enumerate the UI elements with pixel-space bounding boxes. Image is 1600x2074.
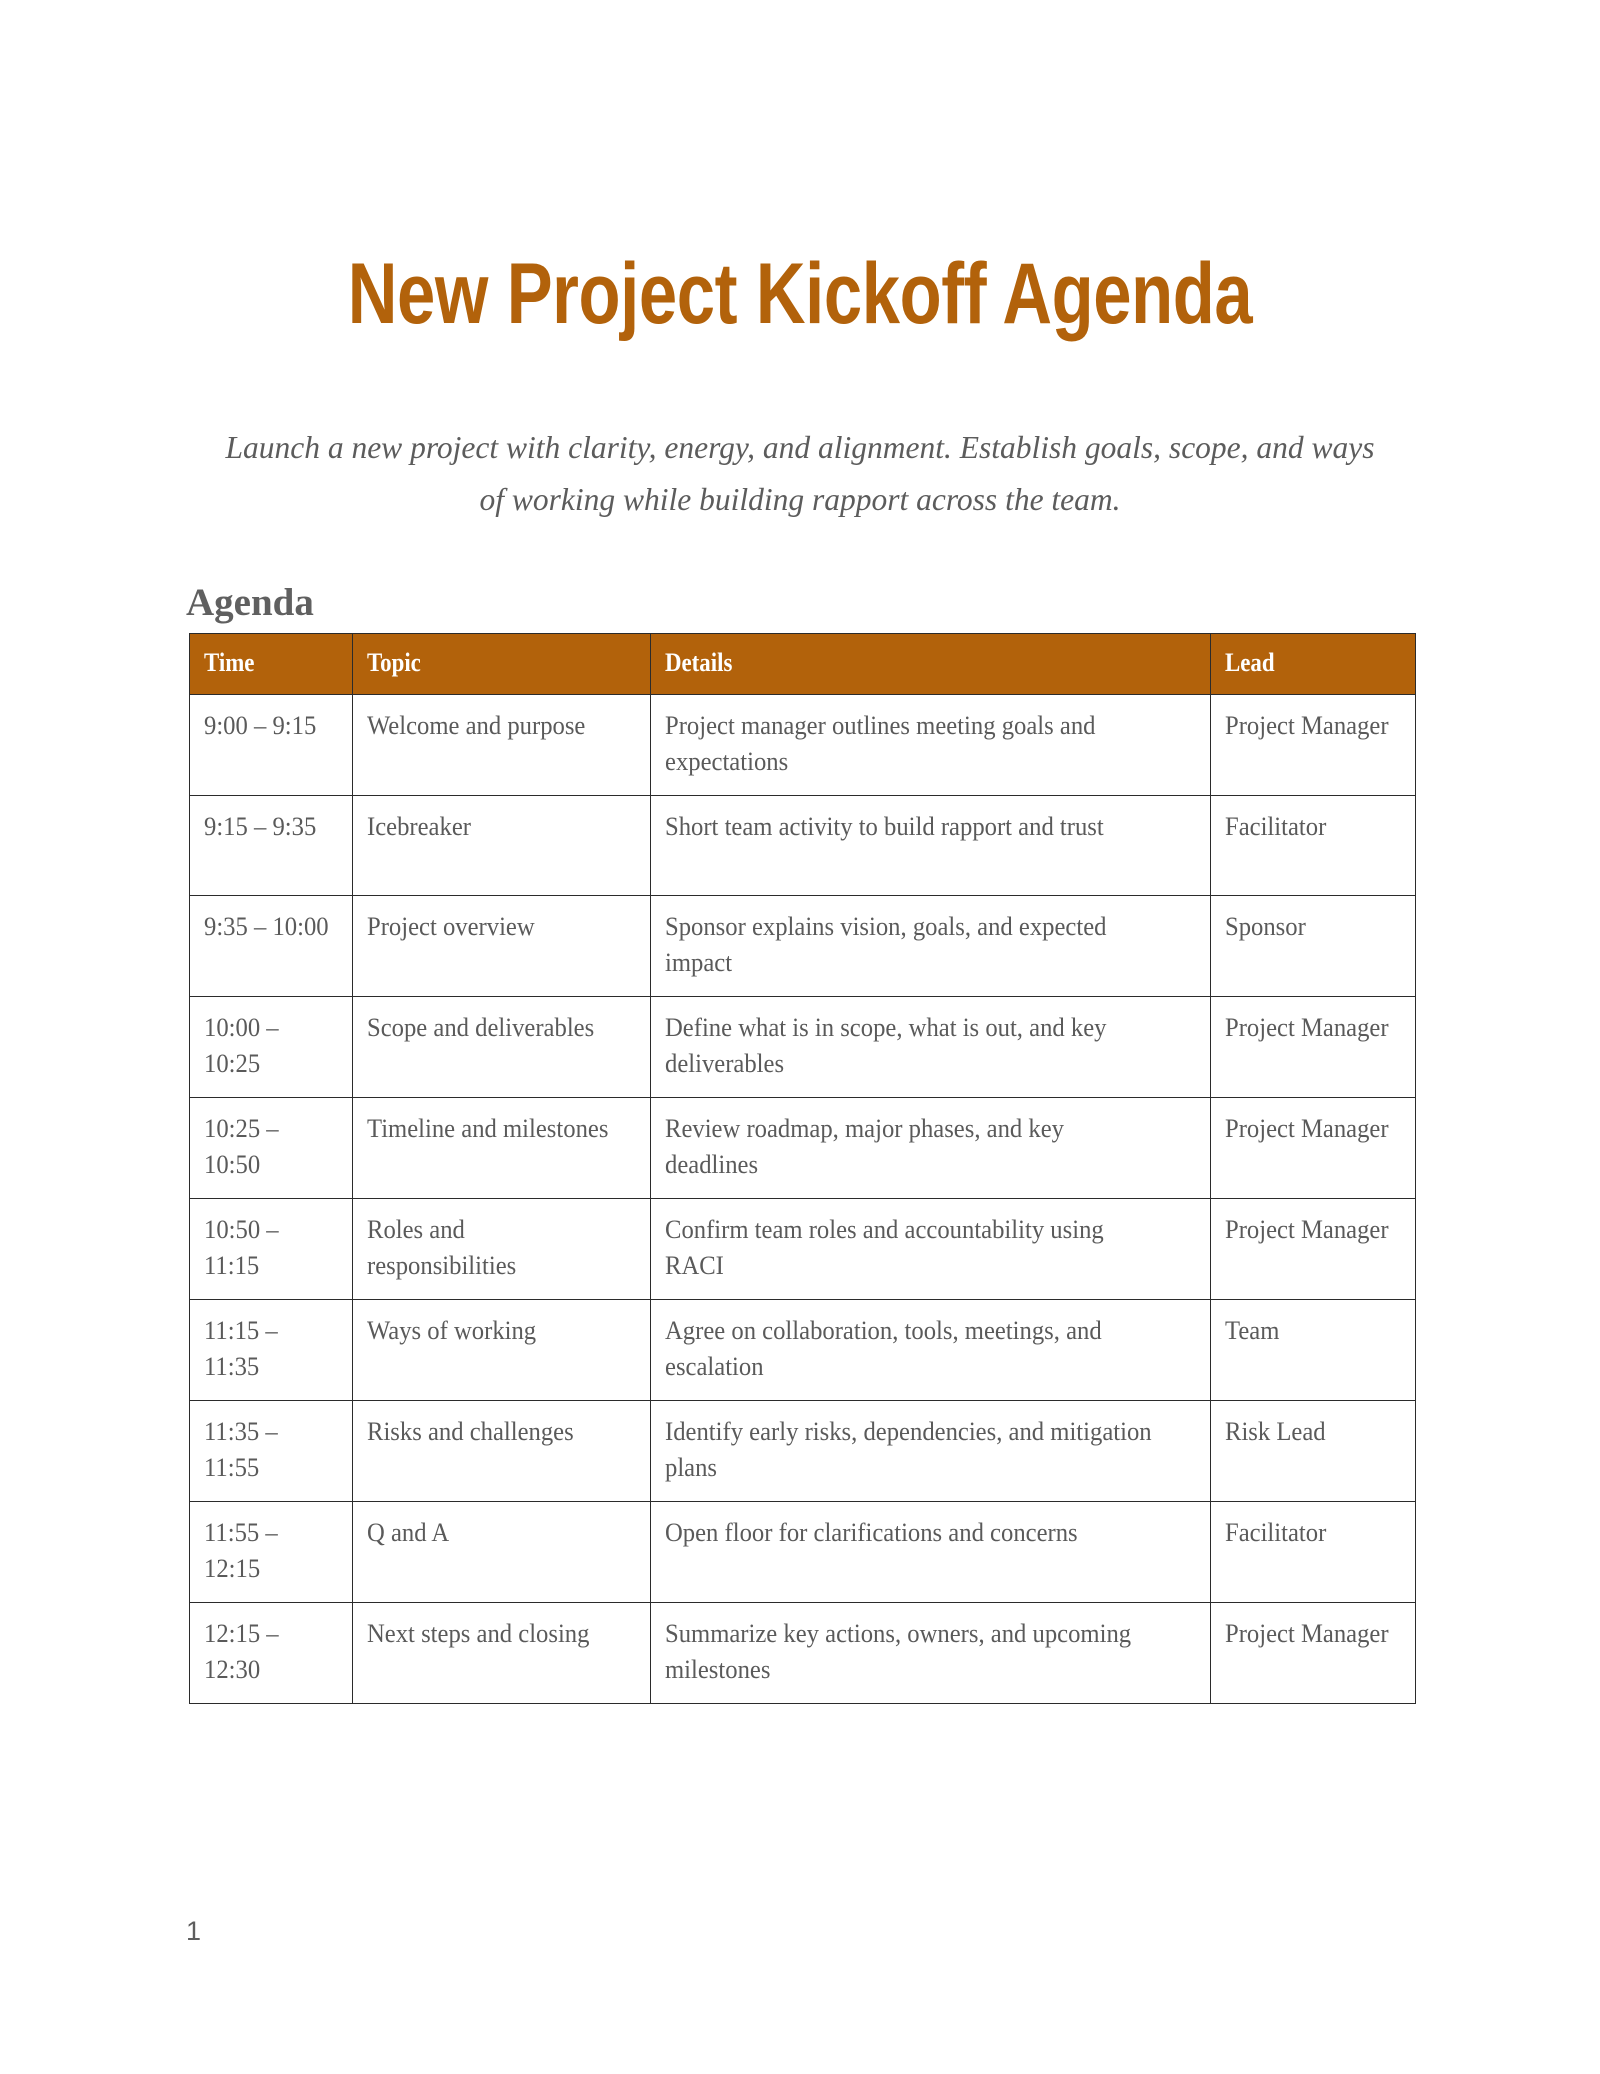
- table-cell-details: [651, 997, 1211, 1098]
- table-cell-time-text: 9:00 – 9:15: [204, 710, 317, 740]
- table-cell-lead: [1211, 1300, 1416, 1401]
- table-cell-details: [651, 1199, 1211, 1300]
- table-cell-topic-text: Scope and deliverables: [367, 1012, 595, 1042]
- table-cell-topic-text: Project overview: [367, 911, 535, 941]
- table-cell-lead: [1211, 997, 1416, 1098]
- document-subtitle: Launch a new project with clarity, energy, and alignment. Establish goals, scope, and ways of working while building rapport across the team.: [225, 429, 1375, 517]
- table-cell-time: [190, 1502, 353, 1603]
- column-header-details-label: Details: [665, 648, 733, 677]
- agenda-table: [189, 633, 1416, 1704]
- table-cell-time: [190, 997, 353, 1098]
- table-cell-details-text: Define what is in scope, what is out, and key deliverables: [665, 1012, 1107, 1078]
- table-cell-details-text: Identify early risks, dependencies, and mitigation plans: [665, 1416, 1152, 1482]
- table-cell-time-text: 10:50 – 11:15: [204, 1214, 279, 1280]
- table-cell-time: [190, 1300, 353, 1401]
- table-cell-lead: [1211, 1098, 1416, 1199]
- agenda-table-container: [189, 633, 1415, 1704]
- column-header-topic-label: Topic: [367, 648, 421, 677]
- page-number: 1: [186, 1916, 202, 1946]
- table-cell-time-text: 11:35 – 11:55: [204, 1416, 278, 1482]
- table-cell-details-text: Review roadmap, major phases, and key deadlines: [665, 1113, 1064, 1179]
- table-cell-details: [651, 1401, 1211, 1502]
- table-cell-details-text: Agree on collaboration, tools, meetings, and escalation: [665, 1315, 1102, 1381]
- table-header-row: [190, 634, 1416, 695]
- table-cell-details-text: Project manager outlines meeting goals and expectations: [665, 710, 1096, 776]
- table-row: [190, 1603, 1416, 1704]
- page-title: New Project Kickoff Agenda: [347, 245, 1253, 342]
- column-header-time: [190, 634, 353, 695]
- table-cell-lead-text: Facilitator: [1225, 1517, 1327, 1547]
- table-cell-lead-text: Risk Lead: [1225, 1416, 1326, 1446]
- table-cell-lead-text: Project Manager: [1225, 1113, 1389, 1143]
- table-cell-lead: [1211, 796, 1416, 896]
- table-cell-topic: [353, 1199, 651, 1300]
- table-cell-lead: [1211, 1199, 1416, 1300]
- section-heading-agenda: Agenda: [186, 581, 314, 625]
- table-row: [190, 1199, 1416, 1300]
- table-cell-time-text: 9:15 – 9:35: [204, 811, 317, 841]
- table-cell-lead-text: Project Manager: [1225, 1012, 1389, 1042]
- table-cell-time: [190, 1098, 353, 1199]
- table-cell-time: [190, 1199, 353, 1300]
- table-cell-topic: [353, 1401, 651, 1502]
- table-cell-time: [190, 1401, 353, 1502]
- table-cell-topic-text: Welcome and purpose: [367, 710, 586, 740]
- table-cell-details-text: Open floor for clarifications and concerns: [665, 1517, 1078, 1547]
- table-cell-time: [190, 695, 353, 796]
- table-cell-details: [651, 796, 1211, 896]
- table-header: [190, 634, 1416, 695]
- table-cell-lead: [1211, 1401, 1416, 1502]
- table-cell-lead: [1211, 896, 1416, 997]
- table-cell-time-text: 9:35 – 10:00: [204, 911, 329, 941]
- table-cell-topic: [353, 1603, 651, 1704]
- table-cell-details: [651, 1098, 1211, 1199]
- table-cell-lead-text: Team: [1225, 1315, 1280, 1345]
- table-cell-lead-text: Facilitator: [1225, 811, 1327, 841]
- table-cell-lead-text: Project Manager: [1225, 1618, 1389, 1648]
- table-row: [190, 1401, 1416, 1502]
- table-cell-topic-text: Next steps and closing: [367, 1618, 590, 1648]
- table-cell-topic: [353, 1098, 651, 1199]
- table-cell-details: [651, 1603, 1211, 1704]
- table-cell-topic-text: Icebreaker: [367, 811, 471, 841]
- table-cell-lead: [1211, 1502, 1416, 1603]
- table-cell-topic: [353, 896, 651, 997]
- table-cell-details-text: Short team activity to build rapport and trust: [665, 811, 1104, 841]
- table-cell-time-text: 10:00 – 10:25: [204, 1012, 279, 1078]
- table-cell-topic: [353, 1502, 651, 1603]
- table-cell-lead-text: Sponsor: [1225, 911, 1306, 941]
- table-cell-time-text: 12:15 – 12:30: [204, 1618, 279, 1684]
- table-row: [190, 896, 1416, 997]
- table-cell-details: [651, 695, 1211, 796]
- table-cell-topic-text: Ways of working: [367, 1315, 537, 1345]
- table-cell-topic: [353, 997, 651, 1098]
- table-cell-topic: [353, 796, 651, 896]
- table-cell-lead: [1211, 695, 1416, 796]
- table-row: [190, 695, 1416, 796]
- table-cell-topic: [353, 1300, 651, 1401]
- table-cell-lead: [1211, 1603, 1416, 1704]
- table-cell-details-text: Sponsor explains vision, goals, and expected impact: [665, 911, 1107, 977]
- table-row: [190, 1300, 1416, 1401]
- table-cell-topic: [353, 695, 651, 796]
- column-header-details: [651, 634, 1211, 695]
- table-cell-details: [651, 896, 1211, 997]
- table-row: [190, 1098, 1416, 1199]
- table-row: [190, 1502, 1416, 1603]
- table-cell-time: [190, 896, 353, 997]
- table-row: [190, 796, 1416, 896]
- table-cell-time-text: 11:15 – 11:35: [204, 1315, 278, 1381]
- table-cell-details-text: Summarize key actions, owners, and upcoming milestones: [665, 1618, 1132, 1684]
- table-cell-topic-text: Roles and responsibilities: [367, 1214, 517, 1280]
- table-cell-topic-text: Q and A: [367, 1517, 450, 1547]
- table-cell-time-text: 11:55 – 12:15: [204, 1517, 278, 1583]
- table-cell-time-text: 10:25 – 10:50: [204, 1113, 279, 1179]
- table-cell-details: [651, 1502, 1211, 1603]
- table-cell-details-text: Confirm team roles and accountability using RACI: [665, 1214, 1104, 1280]
- table-cell-details: [651, 1300, 1211, 1401]
- table-cell-lead-text: Project Manager: [1225, 1214, 1389, 1244]
- table-body: [190, 695, 1416, 1704]
- column-header-topic: [353, 634, 651, 695]
- column-header-lead: [1211, 634, 1416, 695]
- table-row: [190, 997, 1416, 1098]
- table-cell-time: [190, 796, 353, 896]
- table-cell-lead-text: Project Manager: [1225, 710, 1389, 740]
- column-header-lead-label: Lead: [1225, 648, 1275, 677]
- column-header-time-label: Time: [204, 648, 255, 677]
- table-cell-time: [190, 1603, 353, 1704]
- table-cell-topic-text: Timeline and milestones: [367, 1113, 609, 1143]
- table-cell-topic-text: Risks and challenges: [367, 1416, 574, 1446]
